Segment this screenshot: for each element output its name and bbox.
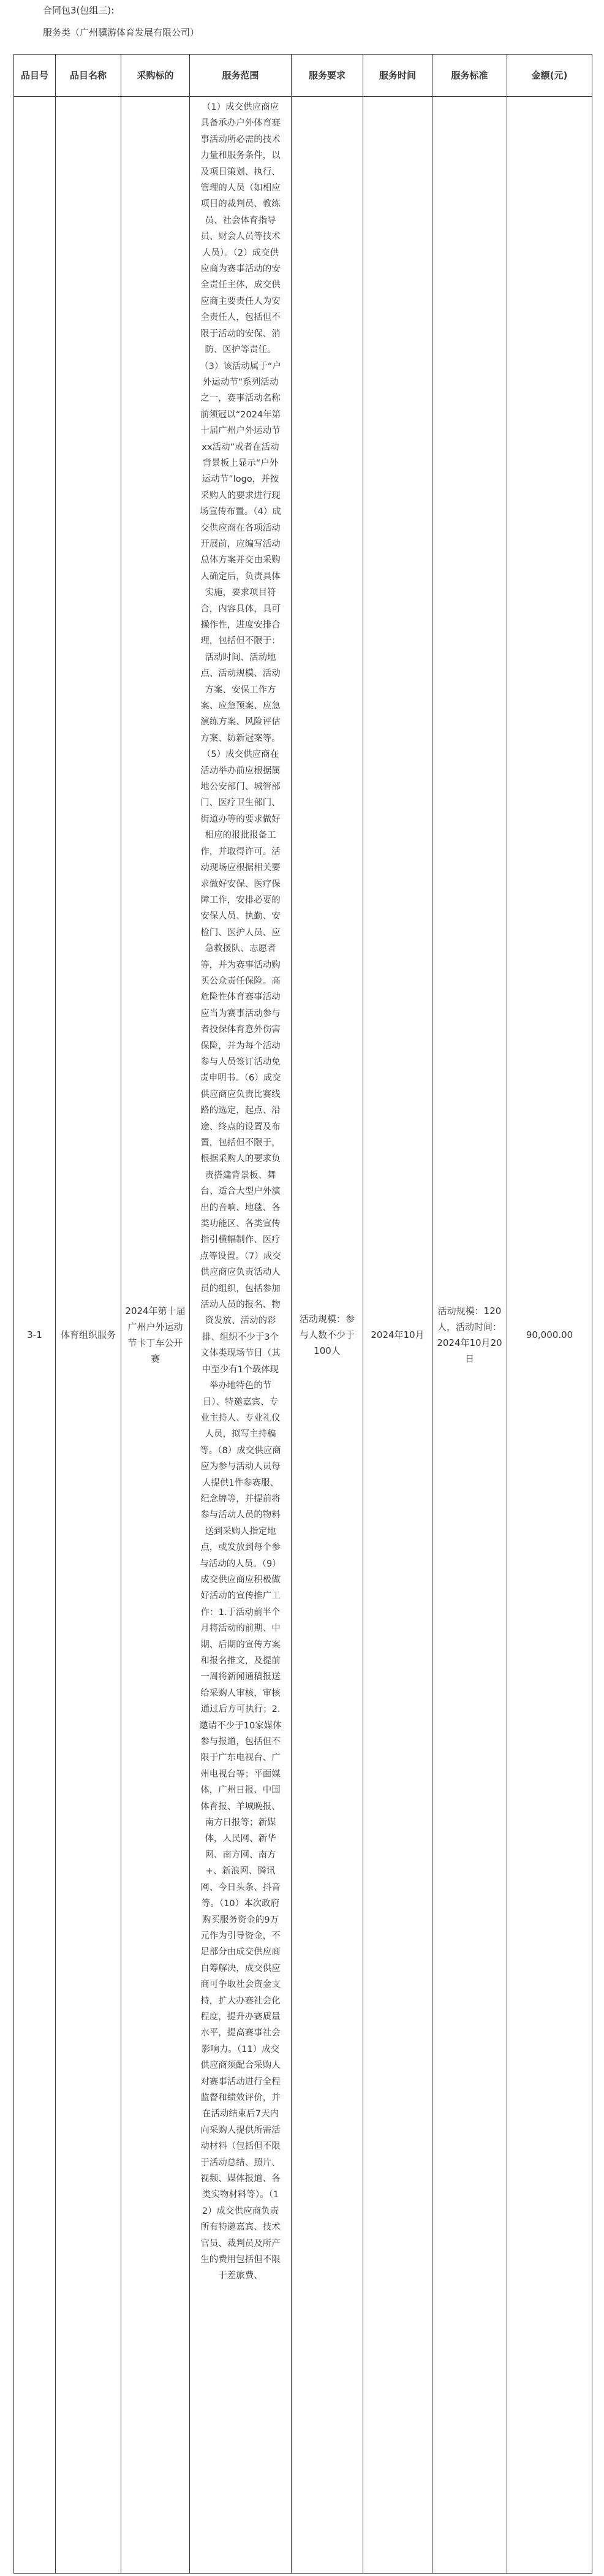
contract-table — [13, 54, 592, 2574]
cell-time: 2024年10月 — [363, 97, 432, 2574]
header-scope: 服务范围 — [190, 55, 292, 97]
table-row — [14, 97, 592, 2574]
package-label: 合同包3(包组三): — [43, 5, 115, 16]
header-item-no: 品目号 — [14, 55, 56, 97]
cell-item-no: 3-1 — [14, 97, 56, 2574]
header-amount: 金额(元) — [507, 55, 592, 97]
header-time: 服务时间 — [363, 55, 432, 97]
table-header-row — [14, 55, 592, 97]
category-label: 服务类（广州骥游体育发展有限公司） — [43, 27, 200, 38]
cell-item-name: 体育组织服务 — [56, 97, 121, 2574]
header-target: 采购标的 — [121, 55, 190, 97]
header-requirement: 服务要求 — [292, 55, 363, 97]
cell-standard: 活动规模：120人，活动时间：2024年10月20日 — [432, 97, 507, 2574]
header-standard: 服务标准 — [432, 55, 507, 97]
header-item-name: 品目名称 — [56, 55, 121, 97]
cell-requirement: 活动规模：参与人数不少于100人 — [292, 97, 363, 2574]
cell-amount: 90,000.00 — [507, 97, 592, 2574]
cell-scope: （1）成交供应商应具备承办户外体育赛事活动所必需的技术力量和服务条件，以及项目策划、执行、管理的人员（如相应项目的裁判员、教练员、社会体育指导员、财会人员等技术人员）。（2）成交供应商为赛事活动的安全责任主体，成交供应商主要责任人为安全责任人，包括但不限于活动的安保、消防、医护等责任。（3）该活动属于“户外运动节”系列活动之一，赛事活动名称前须冠以“2024年第十届广州户外运动节xx活动”或者在活动背景板上显示“户外运动节”logo，并按采购人的要求进行现场宣传布置。（4）成交供应商在各项活动开展前，应编写活动总体方案并交由采购人确定后，负责具体实施，要求项目符合，内容具体，具可操作性，进度安排合理，包括但不限于：活动时间、活动地点、活动规模、活动方案、安保工作方案、应急预案、应急演练方案、风险评估方案、防新冠案等。（5）成交供应商在活动举办前应根据属地公安部门、城管部门、医疗卫生部门、街道办等的要求做好相应的报批报备工作，并取得许可。活动现场应根据相关要求做好安保、医疗保障工作，安排必要的安保人员、执勤、安检门、医护人员、应急救援队、志愿者等，并为赛事活动购买公众责任保险。高危险性体育赛事活动应当为赛事活动参与者投保体育意外伤害保险，并为每个活动参与人员签订活动免责申明书。（6）成交供应商应负责比赛线路的选定，起点、沿途、终点的设置及布置，包括但不限于，根据采购人的要求负责搭建背景板、舞台、适合大型户外演出的音响、地毯、各类功能区、各类宣传指引横幅制作、医疗点等设置。（7）成交供应商应负责活动人员的组织，包括参加活动人员的报名、物资发放、活动的彩排、组织不少于3个文体类现场节目（其中至少有1个载体现举办地特色的节目）、特邀嘉宾、专业主持人、专业礼仪人员，拟写主持稿等。（8）成交供应商应为参与活动人员每人提供1件参赛服、纪念牌等，并提前将参与活动人员的物料送到采购人指定地点，或发放到每个参与活动的人员。（9）成交供应商应积极做好活动的宣传推广工作：1.于活动前半个月将活动的前期、中期、后期的宣传方案和报名推文，及提前一周将新闻通稿报送给采购人审核，审核通过后方可执行；2.邀请不少于10家媒体参与报道，包括但不限于广东电视台、广州电视台等；平面媒体，广州日报、中国体育报、羊城晚报、南方日报等；新媒体，人民网、新华网、南方网、南方+、新浪网、腾讯网、今日头条、抖音等。（10）本次政府购买服务资金的9万元作为引导资金，不足部分由成交供应商自筹解决，成交供应商可争取社会资金支持，扩大办赛社会化程度，提升办赛质量水平，提高赛事社会影响力。（11）成交供应商须配合采购人对赛事活动进行全程监督和绩效评价，并在活动结束后7天内向采购人提供所需活动材料（包括但不限于活动总结、照片、视频、媒体报道、各类实物材料等）。（12）成交供应商负责所有特邀嘉宾、技术官员、裁判员及所产生的费用包括但不限于差旅费、 — [190, 97, 292, 2574]
cell-target: 2024年第十届广州户外运动节卡丁车公开赛 — [121, 97, 190, 2574]
